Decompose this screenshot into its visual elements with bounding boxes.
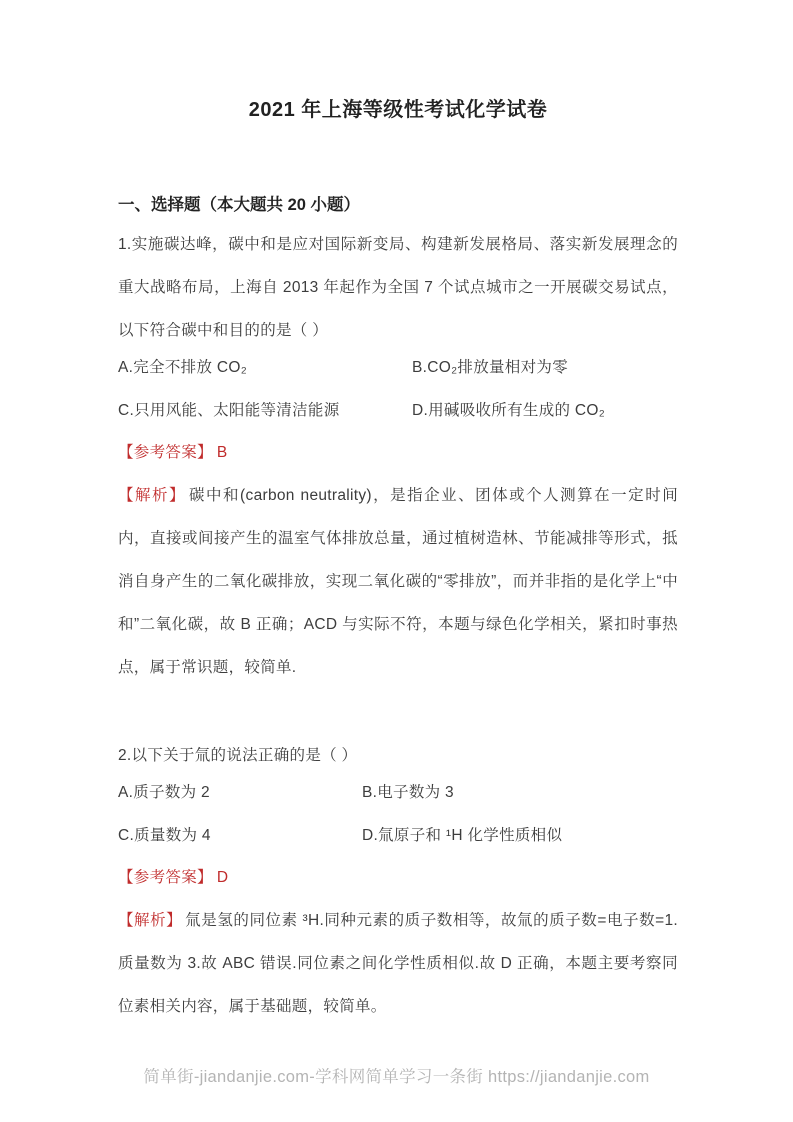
analysis-label: 【解析】 (118, 487, 187, 504)
answer-label: 【参考答案】 (118, 444, 213, 461)
question-1-option-c: C.只用风能、太阳能等清洁能源 (118, 402, 340, 419)
question-2-stem: 2.以下关于氚的说法正确的是（ ） (118, 747, 358, 764)
question-1-analysis (118, 474, 678, 689)
question-1-options-row-ab (118, 346, 678, 389)
question-1-option-a: A.完全不排放 CO₂ (118, 359, 248, 376)
question-2-option-c: C.质量数为 4 (118, 827, 211, 844)
question-1-analysis-text: 碳中和(carbon neutrality)，是指企业、团体或个人测算在一定时间内，直接或间接产生的温室气体排放总量，通过植树造林、节能减排等形式，抵消自身产生的二氧化碳排放，实现二氧化碳的“零排放”，而并非指的是化学上“中和”二氧化碳，故 B 正确；ACD 与实际不符，本题与绿色化学相关，紧扣时事热点，属于常识题，较简单. (118, 487, 678, 676)
question-2-analysis (118, 899, 678, 1028)
analysis-label: 【解析】 (118, 912, 183, 929)
watermark-footer: 简单街-jiandanjie.com-学科网简单学习一条街 https://jiandanjie.com (143, 1068, 650, 1086)
document-content (118, 96, 678, 1028)
section-heading: 一、选择题（本大题共 20 小题） (118, 196, 361, 214)
question-2-answer-value: D (216, 869, 229, 886)
page-title: 2021 年上海等级性考试化学试卷 (248, 99, 548, 121)
question-1-option-d: D.用碱吸收所有生成的 CO₂ (412, 402, 606, 419)
question-1-option-b: B.CO₂排放量相对为零 (412, 359, 569, 376)
question-1-stem: 1.实施碳达峰，碳中和是应对国际新变局、构建新发展格局、落实新发展理念的重大战略布局，上海自 2013 年起作为全国 7 个试点城市之一开展碳交易试点，以下符合碳中和目的的是（ ） (118, 236, 678, 339)
question-block-1 (118, 223, 678, 689)
question-2-analysis-text: 氚是氢的同位素 ³H.同种元素的质子数相等，故氚的质子数=电子数=1.质量数为 3.故 ABC 错误.同位素之间化学性质相似.故 D 正确，本题主要考察同位素相关内容，属于基础题，较简单。 (118, 912, 679, 1015)
question-2-options-row-cd (118, 814, 678, 857)
question-2-option-b: B.电子数为 3 (362, 784, 454, 801)
question-1-answer-value: B (216, 444, 228, 461)
answer-label: 【参考答案】 (118, 869, 213, 886)
question-1-options-row-cd (118, 389, 678, 432)
question-1-answer-line (118, 431, 678, 474)
question-2-option-a: A.质子数为 2 (118, 784, 210, 801)
question-block-2 (118, 734, 678, 1028)
question-2-options-row-ab (118, 771, 678, 814)
question-2-option-d: D.氚原子和 ¹H 化学性质相似 (362, 827, 563, 844)
question-2-answer-line (118, 856, 678, 899)
